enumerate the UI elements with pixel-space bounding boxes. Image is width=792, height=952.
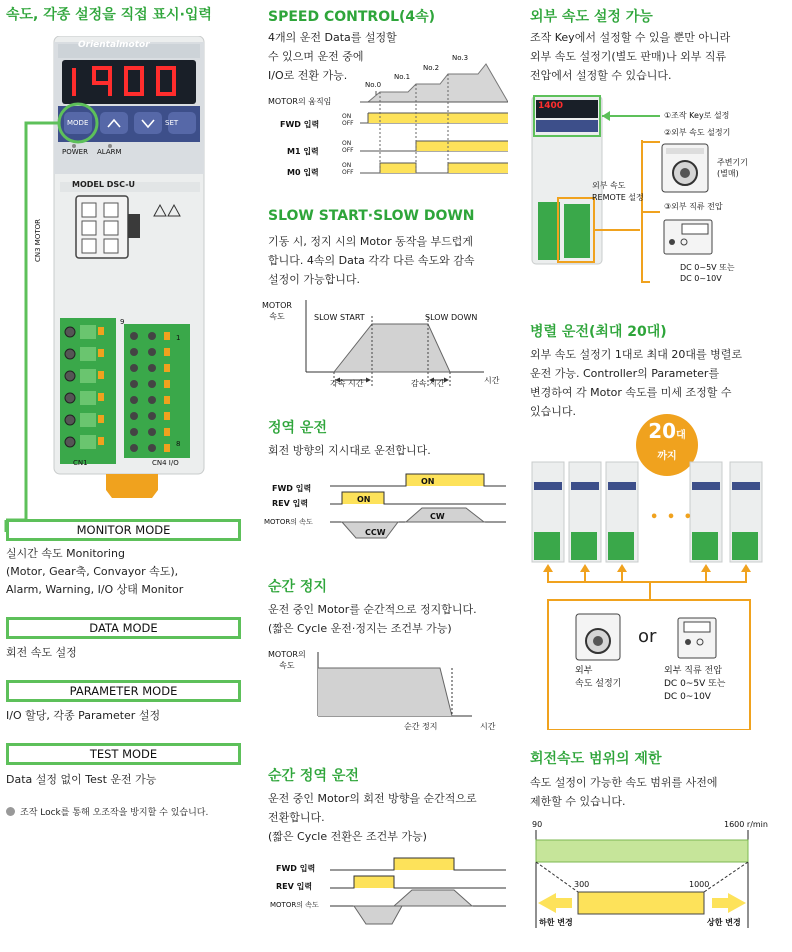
lower-change-label: 하한 변경: [539, 918, 573, 927]
alarm-led-label: ALARM: [97, 148, 122, 156]
time-label: 시간: [484, 376, 500, 385]
decel-time-label: 감속 시간: [411, 379, 445, 388]
stop-heading: 순간 정지: [268, 579, 327, 595]
ext-option-3: ③외부 직류 전압: [664, 202, 723, 211]
data-mode-box: DATA MODE: [6, 617, 241, 639]
stop-chart: [312, 648, 506, 720]
ext-option-2: ②외부 속도 설정기: [664, 128, 731, 137]
slow-ylabel: MOTOR 속도: [262, 301, 292, 321]
monitor-mode-box: MONITOR MODE: [6, 519, 241, 541]
data-mode-desc: 회전 속도 설정: [6, 646, 77, 659]
step-no3: No.3: [452, 54, 469, 62]
limit-min: 90: [532, 820, 543, 829]
row-m0: M0 입력: [287, 168, 319, 177]
jog-chart: [330, 470, 506, 550]
monitor-mode-desc: 실시간 속도 Monitoring (Motor, Gear축, Convayor 속도), Alarm, Warning, I/O 상태 Monitor: [6, 547, 184, 596]
slow-heading: SLOW START·SLOW DOWN: [268, 208, 475, 224]
step-no0: No.0: [365, 81, 382, 89]
pin-9-label: 9: [120, 318, 125, 326]
stop-desc: 운전 중인 Motor를 순간적으로 정지합니다. (짧은 Cycle 운전·정지는 조건부 가능): [268, 603, 477, 635]
cn4-label: CN4 I/O: [152, 459, 179, 467]
cn1-label: CN1: [73, 459, 88, 467]
ext-dc-range: DC 0~5V 또는 DC 0~10V: [680, 263, 735, 283]
ext-display: 1400: [538, 101, 564, 111]
rev-row-rev: REV 입력: [276, 882, 313, 891]
row-fwd: FWD 입력: [280, 120, 320, 129]
rev-heading: 순간 정역 운전: [268, 768, 359, 784]
parallel-heading: 병렬 운전(최대 20대): [530, 324, 667, 340]
speed-desc: 4개의 운전 Data를 설정할 수 있으며 운전 중에 I/O로 전환 가능.: [268, 31, 397, 82]
test-mode-desc: Data 설정 없이 Test 운전 가능: [6, 773, 157, 786]
rev-desc: 운전 중인 Motor의 회전 방향을 순간적으로 전환합니다. (짧은 Cycle 전환은 조건부 가능): [268, 792, 477, 843]
pin-8-label: 8: [176, 440, 181, 448]
slow-down-label: SLOW DOWN: [425, 313, 478, 322]
jog-desc: 회전 방향의 지시대로 운전합니다.: [268, 444, 431, 457]
step-no2: No.2: [423, 64, 440, 72]
parameter-mode-desc: I/O 할당, 각종 Parameter 설정: [6, 709, 161, 722]
cw-label: CW: [430, 512, 445, 521]
slow-start-label: SLOW START: [314, 313, 365, 322]
m1-onoff: ON OFF: [342, 140, 354, 154]
lock-note: 조작 Lock를 통해 오조작을 방지할 수 있습니다.: [20, 808, 209, 818]
jog-row-fwd: FWD 입력: [272, 484, 312, 493]
rev-row-speed: MOTOR의 속도: [270, 901, 319, 909]
bullet-icon: [6, 807, 15, 816]
mode-key-label: MODE: [67, 119, 89, 127]
upper-change-label: 상한 변경: [707, 918, 741, 927]
parallel-desc: 외부 속도 설정기 1대로 최대 20대를 병렬로 운전 가능. Controller의 Parameter를 변경하여 각 Motor 속도를 미세 조정할 수 있습니다.: [530, 348, 742, 418]
ext-remote: 외부 속도 REMOTE 설정: [592, 181, 644, 202]
jog-heading: 정역 운전: [268, 420, 327, 436]
ext-heading: 외부 속도 설정 가능: [530, 9, 653, 25]
m0-onoff: ON OFF: [342, 162, 354, 176]
parallel-setter-label: 외부 속도 설정기: [575, 666, 622, 689]
max-20-badge: 20대 까지: [636, 414, 698, 476]
limit-high: 1000: [689, 880, 710, 889]
jog-row-rev: REV 입력: [272, 499, 309, 508]
slow-desc: 기동 시, 정지 시의 Motor 동작을 부드럽게 합니다. 4속의 Data 각각 다른 속도와 감속 설정이 가능합니다.: [268, 235, 475, 286]
parallel-dc-label: 외부 직류 전압 DC 0~5V 또는 DC 0~10V: [664, 666, 726, 702]
fwd-onoff: ON OFF: [342, 113, 354, 127]
col1-heading: 속도, 각종 설정을 직접 표시·입력: [6, 7, 212, 23]
rev-chart: [330, 852, 506, 932]
model-label: MODEL DSC-U: [72, 180, 136, 189]
more-units-dots: • • •: [650, 510, 694, 525]
test-mode-box: TEST MODE: [6, 743, 241, 765]
step-no1: No.1: [394, 73, 411, 81]
limit-heading: 회전속도 범위의 제한: [530, 751, 662, 767]
rev-row-fwd: FWD 입력: [276, 864, 316, 873]
pin-1-label: 1: [176, 334, 181, 342]
limit-diagram: [532, 830, 788, 930]
brand-logo: Orientalmotor: [78, 40, 150, 50]
accel-time-label: 가속 시간: [330, 379, 364, 388]
limit-desc: 속도 설정이 가능한 속도 범위를 사전에 제한할 수 있습니다.: [530, 776, 718, 808]
parameter-mode-box: PARAMETER MODE: [6, 680, 241, 702]
ext-peripheral: 주변기기 (별매): [717, 158, 748, 178]
power-led-label: POWER: [62, 148, 88, 156]
limit-max: 1600 r/min: [724, 820, 768, 829]
or-label: or: [638, 626, 657, 647]
ext-diagram: [530, 92, 786, 288]
row-m1: M1 입력: [287, 147, 319, 156]
jog-fwd-on: ON: [421, 477, 435, 486]
set-key-label: SET: [165, 119, 179, 127]
jog-row-speed: MOTOR의 속도: [264, 518, 313, 526]
ext-option-1: ①조작 Key로 설정: [664, 111, 730, 120]
stop-ylabel: MOTOR의 속도: [268, 650, 306, 670]
cn3-label: CN3 MOTOR: [34, 218, 42, 262]
ccw-label: CCW: [365, 528, 386, 537]
parallel-diagram: [530, 460, 788, 730]
stop-time-label: 시간: [480, 722, 496, 731]
limit-low: 300: [574, 880, 590, 889]
row-motor-move: MOTOR의 움직임: [268, 97, 332, 106]
stop-label: 순간 정지: [404, 722, 438, 731]
ext-desc: 조작 Key에서 설정할 수 있을 뿐만 아니라 외부 속도 설정기(별도 판매)나 외부 직류 전압에서 설정할 수 있습니다.: [530, 31, 731, 82]
speed-heading: SPEED CONTROL(4속): [268, 9, 436, 25]
jog-rev-on: ON: [357, 495, 371, 504]
